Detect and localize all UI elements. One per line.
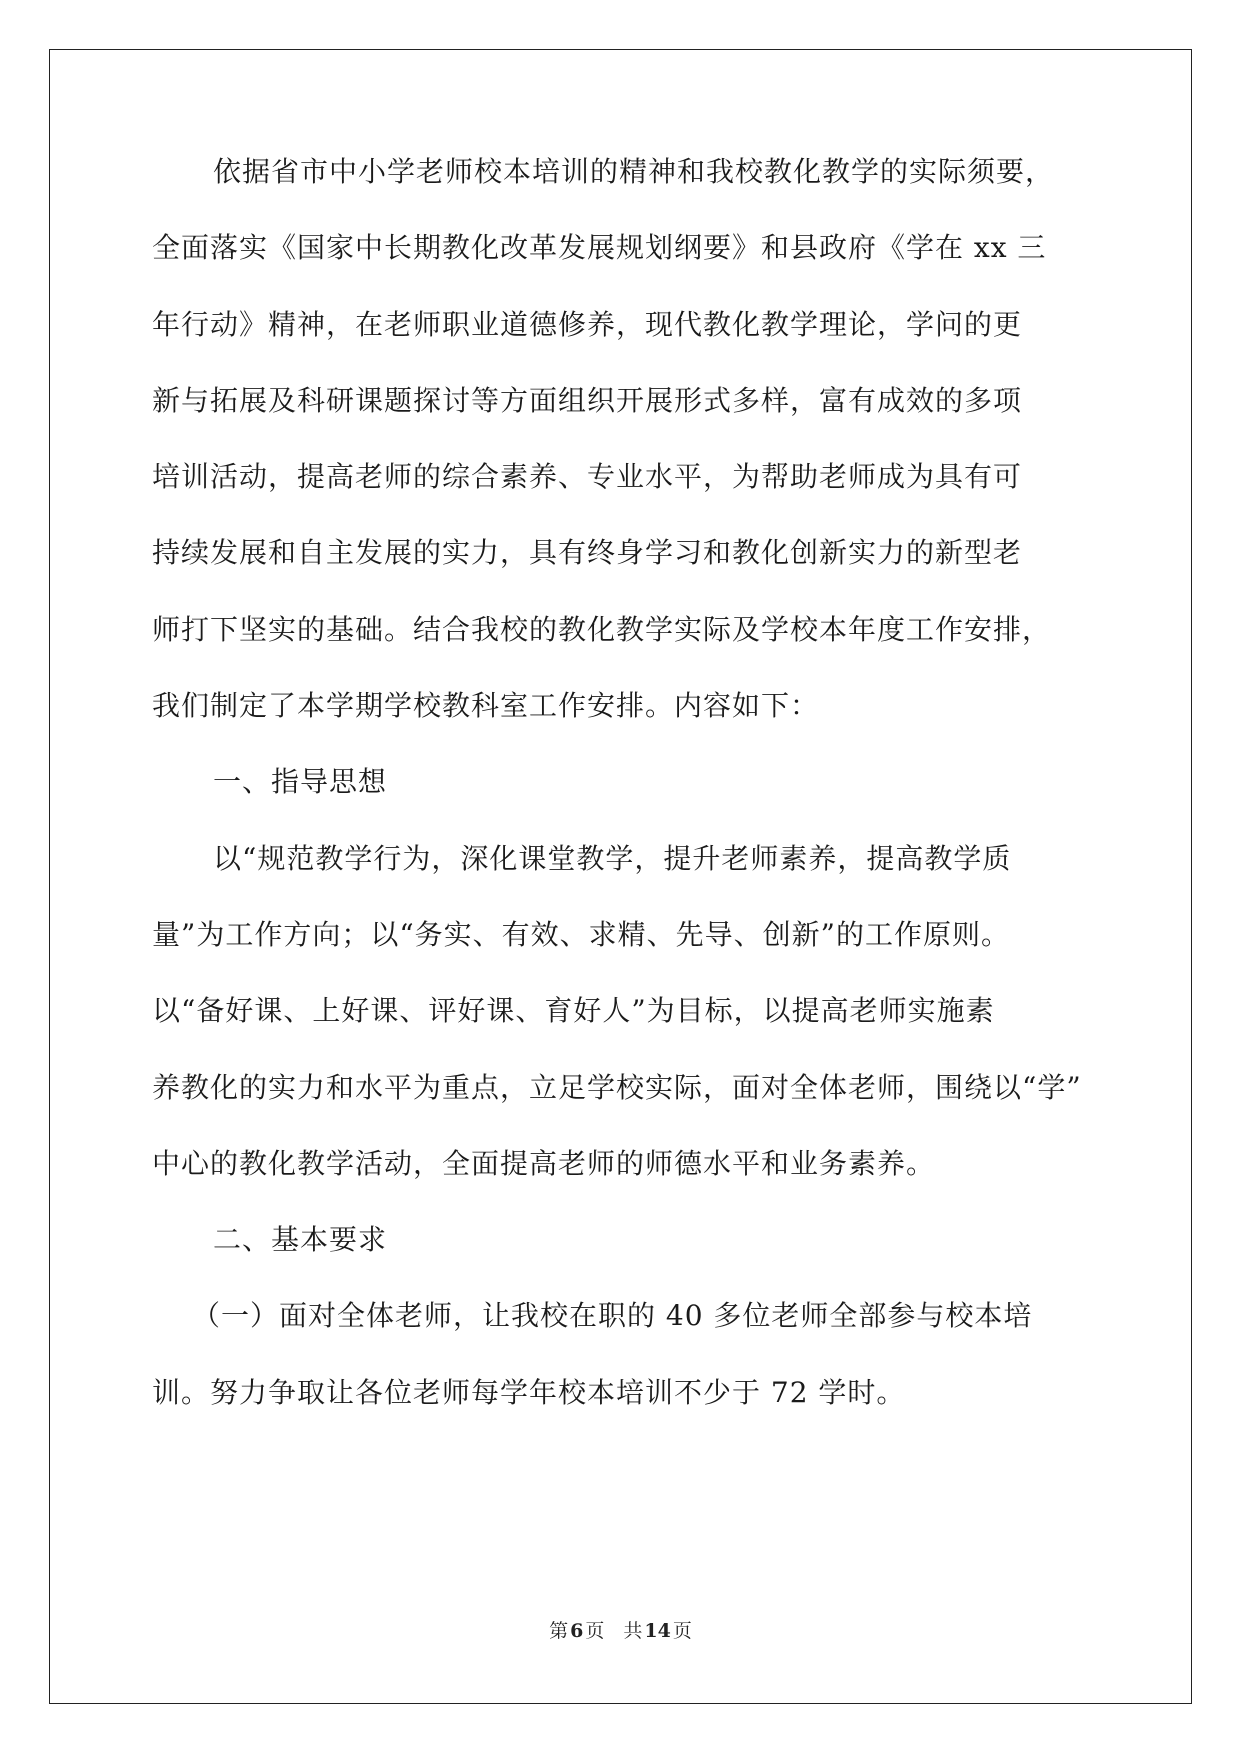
paragraph-line: 以“备好课、上好课、评好课、育好人”为目标，以提高老师实施素 <box>152 994 995 1028</box>
paragraph-line: 量”为工作方向；以“务实、有效、求精、先导、创新”的工作原则。 <box>152 917 1010 951</box>
paragraph-line: 训。努力争取让各位老师每学年校本培训不少于 72 学时。 <box>152 1375 906 1409</box>
footer-total-prefix: 共 <box>623 1620 643 1642</box>
paragraph-line: 中心的教化教学活动，全面提高老师的师德水平和业务素养。 <box>152 1146 936 1180</box>
paragraph-line: 养教化的实力和水平为重点，立足学校实际，面对全体老师，围绕以“学” <box>152 1070 1082 1104</box>
paragraph-line: （一）面对全体老师，让我校在职的 40 多位老师全部参与校本培 <box>192 1299 1033 1333</box>
section-heading: 二、基本要求 <box>213 1223 388 1257</box>
paragraph-line: 依据省市中小学老师校本培训的精神和我校教化教学的实际须要， <box>213 155 1055 188</box>
footer-total-suffix: 页 <box>672 1620 692 1642</box>
total-pages: 14 <box>644 1620 671 1642</box>
paragraph-line: 全面落实《国家中长期教化改革发展规划纲要》和县政府《学在 xx 三 <box>152 231 1047 265</box>
paragraph-line: 我们制定了本学期学校教科室工作安排。内容如下： <box>152 689 820 723</box>
section-heading: 一、指导思想 <box>213 765 388 799</box>
footer-prefix: 第 <box>549 1620 569 1642</box>
paragraph-line: 持续发展和自主发展的实力，具有终身学习和教化创新实力的新型老 <box>152 536 1023 570</box>
page-number: 6 <box>570 1620 584 1642</box>
document-body <box>152 155 1092 1455</box>
paragraph-line: 以“规范教学行为，深化课堂教学，提升老师素养，提高教学质 <box>213 841 1012 875</box>
paragraph-line: 培训活动，提高老师的综合素养、专业水平，为帮助老师成为具有可 <box>152 460 1023 494</box>
paragraph-line: 年行动》精神，在老师职业道德修养，现代教化教学理论，学问的更 <box>152 307 1023 341</box>
paragraph-line: 师打下坚实的基础。结合我校的教化教学实际及学校本年度工作安排， <box>152 612 1052 646</box>
footer-page-suffix: 页 <box>585 1620 605 1642</box>
paragraph-line: 新与拓展及科研课题探讨等方面组织开展形式多样，富有成效的多项 <box>152 383 1023 417</box>
page-footer <box>0 1616 1241 1643</box>
